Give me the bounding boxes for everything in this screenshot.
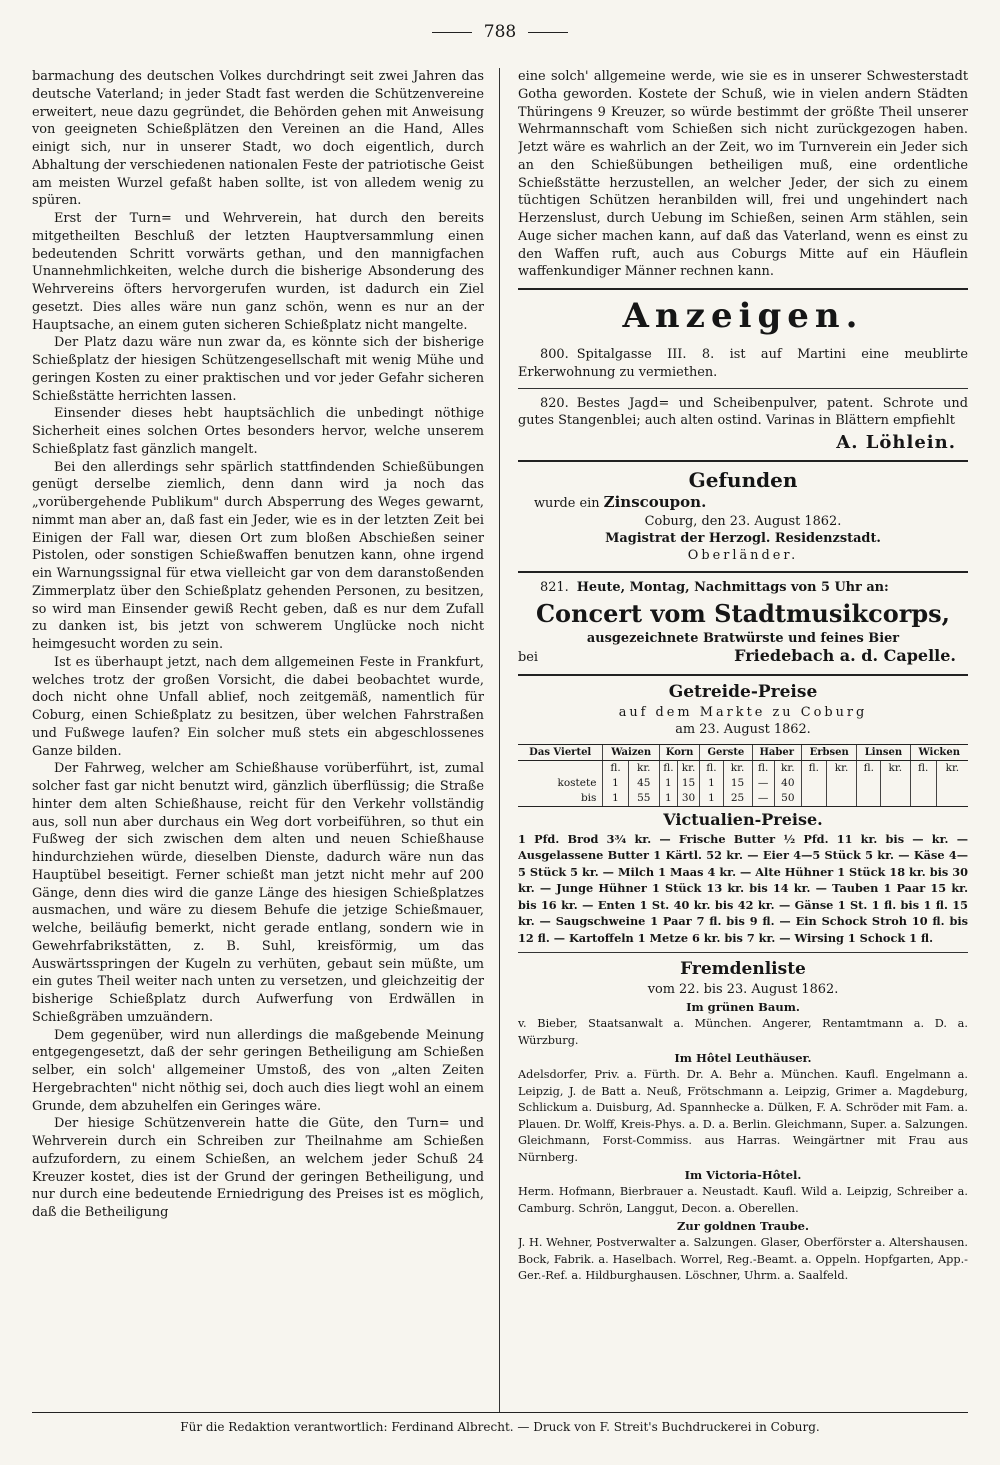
table-cell: 1 [659,791,677,807]
ad-800 [518,346,968,382]
table-cell: 45 [628,776,659,791]
table-row [518,776,968,791]
table-row [518,791,968,807]
table-cell: — [752,776,774,791]
guest-list: v. Bieber, Staatsanwalt a. München. Angerer, Rentamtmann a. D. a. Würzburg. [518,1017,968,1047]
ad-rule [518,388,968,389]
viktualien-heading: Victualien-Preise. [663,809,823,829]
table-cell: 15 [723,776,752,791]
ad-821-place: Friedebach a. d. Capelle. [734,645,956,665]
paragraph: Erst der Turn= und Wehrverein, hat durch den bereits mitgetheilten Beschluß der letzten Hauptversammlung einen bedeutenden Schritt vorwärts gethan, und den mannigfachen Unannehmlichkeiten, welche durch die bisherige Absonderung des Wehrvereins öfters hervorgerufen wurden, ist dadurch ein Ziel gesetzt. Dies alles wäre nun ganz schön, wenn es nur an der Hauptsache, an einem guten sicheren Schießplatz nicht mangelte. [32,211,484,333]
paragraph: Der Fahrweg, welcher am Schießhause vorüberführt, ist, zumal solcher fast gar nicht benutzt wird, gänzlich überflüssig; die Straße hinter dem alten Schießhause, reicht für den Verkehr vollständig aus, soll nun aber durchaus ein Weg dort vorbeiführen, so thut ein Fußweg der sich zwischen dem alten und neuen Schießhause hindurchziehen würde, dieselben Dienste, dadurch wäre nun das Hauptübel beseitigt. Ferner schießt man jetzt nicht mehr auf 200 Gänge, denn dies wird die ganze Länge des hiesigen Schießplatzes ausmachen, und wäre zu diesem Behufe die jetzige Schießmauer, welche, beiläufig bemerkt, nicht gerade entlang, sondern wie in Gewehrfabrikstätten, z. B. Suhl, kreisförmig, um das Auswärtsspringen der Kugeln zu verhüten, gebaut sein müßte, um ein gutes Theil weiter nach unten zu versetzen, und gleichzeitig der bisherige Schießplatz durch Aufwerfung von Erdwällen in Schießgräben umzuändern. [32,761,484,1025]
table-header: Das Viertel [518,744,603,760]
table-cell [826,791,857,807]
table-cell: kr. [936,760,968,776]
paragraph: Der Platz dazu wäre nun zwar da, es könnte sich der bisherige Schießplatz der hiesigen Schützengesellschaft mit wenig Mühe und geringen Kosten zu einer praktischen und vor jeder Gefahr sicheren Schießstätte herrichten lassen. [32,335,484,404]
ad-number: 800. [540,347,569,362]
table-cell: 1 [700,791,723,807]
table-cell [801,791,826,807]
table-header: Haber [752,744,801,760]
paragraph: Bei den allerdings sehr spärlich stattfindenden Schießübungen genügt derselbe ziemlich, denn dann wird ja noch das „vorübergehende Publikum" durch Absperrung des Weges gewarnt, nimmt man aber an, daß fast ein Jeder, wie es in der letzten Zeit bei Einigen der Fall war, diesen Ort zum bloßen Abschießen seiner Pistolen, oder sonstigen Schießwaffen benutzen kann, ohne irgend ein Warnungssignal für etwa vielleicht gar von dem daranstoßenden Zimmerplatz über den Schießplatz gehenden Personen, zu besitzen, so wird man Einsender gewiß Recht geben, daß es nur dem Zufall zu danken ist, bis jetzt von schwerem Unglücke noch nicht heimgesucht worden zu sein. [32,459,484,652]
ad-signature: A. Löhlein. [836,432,956,453]
table-cell: fl. [857,760,881,776]
table-cell [857,776,881,791]
section-rule [518,571,968,573]
ad-text: Heute, Montag, Nachmittags von 5 Uhr an: [576,579,889,595]
hotel-heading: Im grünen Baum. [686,1000,800,1014]
table-cell [910,791,936,807]
table-header: Wicken [910,744,968,760]
guest-list: Adelsdorfer, Priv. a. Fürth. Dr. A. Behr a. München. Kaufl. Engelmann a. Leipzig, J. de Batt a. Neuß, Frötschmann a. Leipzig, Grimer a. Magdeburg, Schlickum a. Duisburg, Ad. Spannhecke a. Dülken, F. A. Schröder mit Fam. a. Plauen. Dr. Wolff, Kreis-Phys. a. D. a. Berlin. Gleichmann, Super. a. Salzungen. Gleichmann, Forst-Commiss. aus Harras. Weingärtner mit Frau aus Nürnberg. [518,1068,968,1164]
table-cell: kostete [557,776,597,789]
fremdenliste-date: vom 22. bis 23. August 1862. [647,982,839,997]
ad-821-bei: bei [518,649,539,665]
table-cell: — [752,791,774,807]
gefunden-authority: Magistrat der Herzogl. Residenzstadt. [605,530,881,546]
hotel-heading: Im Hôtel Leuthäuser. [674,1051,812,1065]
fremdenliste-heading: Fremdenliste [680,959,806,979]
ad-821-line-1 [518,579,968,597]
section-rule [518,460,968,462]
paragraph: eine solch' allgemeine werde, wie sie es in unserer Schwesterstadt Gotha geworden. Kostete der Schuß, wie in vielen andern Städten Thüringens 9 Kreuzer, so würde bestimmt der größte Theil unserer Wehrmannschaft vom Schießen sich nicht zurückgezogen haben. Jetzt wäre es wahrlich an der Zeit, wo im Turnverein ein Jeder sich an den Schießübungen betheiligen muß, eine ordentliche Schießstätte herzustellen, an welcher Jeder, der sich zu einem tüchtigen Schützen heranbilden will, frei und ungehindert nach Herzenslust, durch Uebung im Schießen, seinen Arm stählen, sein Auge sicher machen kann, auf daß das Vaterland, wenn es einst zu den Waffen ruft, auch aus Coburgs Mitte auf ein Häuflein waffenkundiger Männer rechnen kann. [518,69,968,280]
viktualien-text: 1 Pfd. Brod 3¾ kr. — Frische Butter ½ Pfd. 11 kr. bis — kr. — Ausgelassene Butter 1 Kärtl. 52 kr. — Eier 4—5 Stück 5 kr. — Käse 4—5 Stück 5 kr. — Milch 1 Maas 4 kr. — Alte Hühner 1 Stück 18 kr. bis 30 kr. — Junge Hühner 1 Stück 13 kr. bis 14 kr. — Tauben 1 Paar 15 kr. bis 16 kr. — Enten 1 St. 40 kr. bis 42 kr. — Gänse 1 St. 1 fl. bis 1 fl. 15 kr. — Saugschweine 1 Paar 7 fl. bis 9 fl. — Ein Schock Stroh 10 fl. bis 12 fl. — Kartoffeln 1 Metze 6 kr. bis 7 kr. — Wirsing 1 Schock 1 fl. [518,831,968,945]
ad-821-place-line [518,647,968,667]
paragraph: Ist es überhaupt jetzt, nach dem allgemeinen Feste in Frankfurt, welches trotz der großen Vorsicht, die dabei beobachtet wurde, doch nicht ohne Unfall ablief, noch zeitgemäß, namentlich für Coburg, einen Schießplatz zu besitzen, über welchen Fahrstraßen und Fußwege laufen? Ein solcher muß stets ein abgeschlossenes Ganze bilden. [32,654,484,759]
ad-820 [518,395,968,431]
table-cell: kr. [774,760,801,776]
page-number: 788 [0,22,1000,42]
footer-rule [32,1412,968,1413]
article-text [32,68,484,1222]
concert-title: Concert vom Stadtmusikcorps, [535,598,951,628]
table-cell: fl. [752,760,774,776]
table-cell: bis [518,791,603,807]
hotel-heading: Zur goldnen Traube. [677,1219,809,1233]
getreide-heading: Getreide-Preise [668,681,818,702]
table-cell: 1 [603,791,628,807]
paragraph: Dem gegenüber, wird nun allerdings die maßgebende Meinung entgegengesetzt, daß der sehr geringen Betheiligung am Schießen selber, ein solch' allgemeiner Umstoß, des von „alten Zeiten Hergebrachten" nicht nöthig sei, doch auch dies liegt wohl an einem Grunde, dem abzuhelfen ein Geringes wäre. [32,1027,484,1114]
table-cell: kr. [723,760,752,776]
article-continuation [518,68,968,281]
paragraph: barmachung des deutschen Volkes durchdringt seit zwei Jahren das deutsche Vaterland; in jeder Stadt fast werden die Schützenvereine erweitert, neue dazu gegründet, die Behörden gehen mit Anweisung von geeigneten Schießplätzen den Vereinen an die Hand, Alles einigt sich, nur in unserer Stadt, wo doch eigentlich, durch Abhaltung der verschiedenen nationalen Feste der patriotische Geist am meisten Wurzel gefaßt haben sollte, ist von alledem wenig zu spüren. [32,69,484,209]
paragraph: Der hiesige Schützenverein hatte die Güte, den Turn= und Wehrverein durch ein Schreiben zur Theilnahme am Schießen aufzufordern, zu einem Schießen, an welchem jeder Schuß 24 Kreuzer kostet, dies ist der Grund der geringen Betheiligung, und nur durch eine bedeutende Erniedrigung des Preises ist es möglich, daß die Betheiligung [32,1116,484,1220]
table-header: Korn [659,744,699,760]
table-cell: kr. [826,760,857,776]
table-cell [826,776,857,791]
getreide-date: am 23. August 1862. [675,721,811,737]
footer-imprint: Für die Redaktion verantwortlich: Ferdinand Albrecht. — Druck von F. Streit's Buchdruckerei in Coburg. [180,1420,820,1434]
table-cell [857,791,881,807]
ad-text: Bestes Jagd= und Scheibenpulver, patent. Schrote und gutes Stangenblei; auch alten ostind. Varinas in Blättern empfiehlt [518,395,968,429]
table-cell [936,776,968,791]
section-rule [518,288,968,290]
table-cell: fl. [659,760,677,776]
table-cell: 50 [774,791,801,807]
table-cell: 55 [628,791,659,807]
anzeigen-heading: Anzeigen. [622,296,864,336]
column-divider [499,68,500,1413]
table-cell: 1 [659,776,677,791]
table-header: Gerste [700,744,752,760]
gefunden-item: Zinscoupon. [603,493,707,511]
section-rule [518,674,968,676]
gefunden-heading: Gefunden [688,468,798,492]
table-cell: 30 [677,791,699,807]
table-cell [881,791,910,807]
ad-number: 821. [540,579,569,595]
table-cell: 15 [677,776,699,791]
table-cell [801,776,826,791]
table-cell: 1 [603,776,628,791]
gefunden-signature: Oberländer. [687,547,799,563]
table-header: Erbsen [801,744,856,760]
table-header: Waizen [603,744,659,760]
table-cell: kr. [881,760,910,776]
ad-text: Spitalgasse III. 8. ist auf Martini eine meublirte Erkerwohnung zu vermiethen. [518,347,968,380]
guest-list: J. H. Wehner, Postverwalter a. Salzungen. Glaser, Oberförster a. Altershausen. Bock, Fabrik. a. Haselbach. Worrel, Reg.-Beamt. a. Oppeln. Hopfgarten, App.-Ger.-Ref. a. Hildburghausen. Löschner, Uhrm. a. Saalfeld. [518,1236,968,1282]
ad-821-line-3: ausgezeichnete Bratwürste und feines Bier [586,630,900,646]
table-cell [881,776,910,791]
table-cell: fl. [700,760,723,776]
table-cell: 1 [700,776,723,791]
table-cell: kr. [677,760,699,776]
table-cell: kr. [628,760,659,776]
section-rule [518,952,968,953]
table-cell: fl. [910,760,936,776]
gefunden-date: Coburg, den 23. August 1862. [644,513,842,529]
gefunden-line-1 [518,494,968,513]
table-cell: fl. [603,760,628,776]
grain-price-table [518,744,968,807]
getreide-subtitle: auf dem Markte zu Coburg [618,704,868,720]
table-header: Linsen [857,744,910,760]
ad-number: 820. [540,395,569,411]
guest-list: Herm. Hofmann, Bierbrauer a. Neustadt. Kaufl. Wild a. Leipzig, Schreiber a. Camburg. Schrön, Langgut, Decon. a. Oberellen. [518,1185,968,1215]
table-unit-row [518,760,968,776]
left-column [32,68,484,1222]
table-cell [936,791,968,807]
table-cell: 25 [723,791,752,807]
table-cell: fl. [801,760,826,776]
paragraph: Einsender dieses hebt hauptsächlich die unbedingt nöthige Sicherheit eines solchen Ortes besonders hervor, welche unserem Schießplatz fast gänzlich mangelt. [32,406,484,457]
gefunden-text: wurde ein [534,496,600,511]
table-cell: 40 [774,776,801,791]
hotel-heading: Im Victoria-Hôtel. [684,1168,802,1182]
table-cell [518,760,603,776]
right-column [518,68,968,1285]
table-cell [910,776,936,791]
